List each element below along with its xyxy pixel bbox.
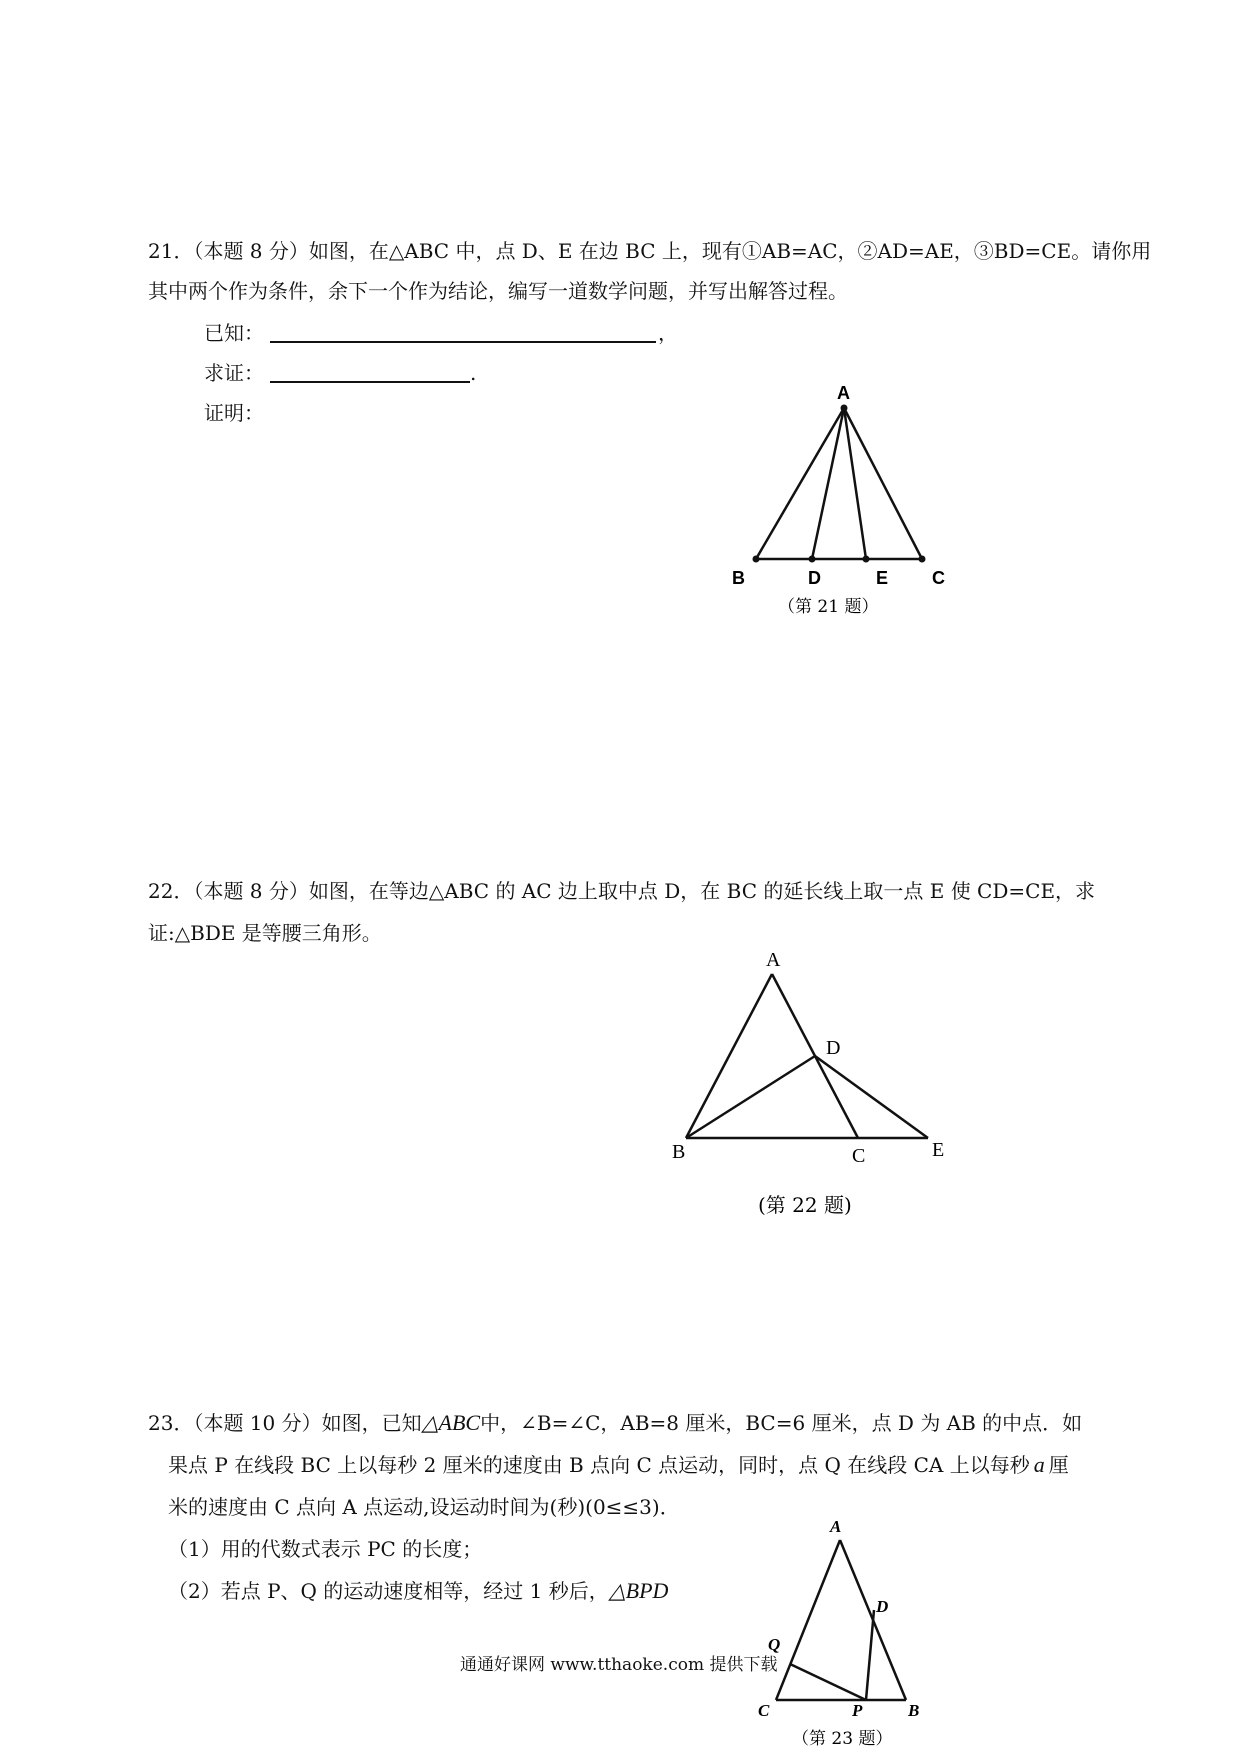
- q21-line2: 其中两个作为条件，余下一个作为结论，编写一道数学问题，并写出解答过程。: [148, 279, 848, 303]
- fig21-point-e: [863, 556, 870, 563]
- fig23-segment-qp: [790, 1664, 866, 1700]
- q23-line1-b: 中，∠B=∠C，AB=8 厘米，BC=6 厘米，点 D 为 AB 的中点．如: [480, 1411, 1083, 1435]
- fig23-label-d: D: [876, 1597, 889, 1616]
- fig23-label-b: B: [908, 1701, 920, 1720]
- fig23-caption: （第 23 题）: [792, 1729, 893, 1749]
- fig23-label-c: C: [758, 1701, 770, 1720]
- fig21-label-d: D: [808, 568, 821, 588]
- fig21-label-a: A: [837, 383, 850, 403]
- q21-known-end: ，: [658, 321, 678, 345]
- q23-part2-a: （2）若点 P、Q 的运动速度相等，经过 1 秒后，: [168, 1579, 609, 1603]
- fig21-label-e: E: [876, 568, 889, 588]
- fig21-point-c: [919, 556, 926, 563]
- q21-line1: 21．（本题 8 分）如图，在△ABC 中，点 D、E 在边 BC 上，现有①AB=AC，②AD=AE，③BD=CE。请你用: [148, 239, 1152, 263]
- q21-known-label: 已知：: [204, 321, 264, 345]
- q22-line2: 证:△BDE 是等腰三角形。: [148, 921, 382, 945]
- fig22-label-d: D: [826, 1037, 841, 1059]
- q23-triangle-bpd: △BPD: [608, 1578, 669, 1603]
- fig23-segment-ac: [776, 1540, 840, 1700]
- fig22-caption: (第 22 题): [758, 1193, 852, 1217]
- fig23-label-q: Q: [768, 1635, 781, 1654]
- q23-line3: 米的速度由 C 点向 A 点运动,设运动时间为(秒)(0≤≤3)．: [168, 1495, 680, 1519]
- fig21-point-d: [809, 556, 816, 563]
- fig21-segment-ad: [812, 408, 844, 559]
- fig22-label-b: B: [672, 1141, 686, 1163]
- fig22-label-e: E: [932, 1139, 945, 1161]
- fig22-label-a: A: [766, 949, 781, 971]
- q21-proof-label: 证明：: [204, 401, 264, 425]
- fig22-segment-ab: [686, 974, 772, 1138]
- fig21-segment-ab: [756, 408, 844, 559]
- figure-23: [776, 1540, 906, 1700]
- fig23-segment-dp: [866, 1610, 874, 1700]
- fig21-caption: （第 21 题）: [778, 597, 879, 617]
- fig23-label-p: P: [852, 1701, 863, 1720]
- q23-part1: （1）用的代数式表示 PC 的长度；: [168, 1537, 483, 1561]
- fig23-label-a: A: [830, 1517, 842, 1536]
- figure-21: [756, 408, 922, 559]
- fig22-segment-bd: [686, 1056, 815, 1138]
- fig21-point-a: [841, 405, 848, 412]
- fig22-segment-de: [815, 1056, 928, 1138]
- fig21-label-b: B: [732, 568, 745, 588]
- q23-line2-b: 厘: [1048, 1453, 1069, 1477]
- q22-line1: 22．（本题 8 分）如图，在等边△ABC 的 AC 边上取中点 D，在 BC 的延长线上取一点 E 使 CD=CE，求: [148, 879, 1096, 903]
- q23-line2-a: 果点 P 在线段 BC 上以每秒 2 厘米的速度由 B 点向 C 点运动，同时，点 Q 在线段 CA 上以每秒: [168, 1453, 1030, 1477]
- q21-prove-end: .: [470, 361, 477, 385]
- fig22-label-c: C: [852, 1145, 866, 1167]
- figure-22: [686, 974, 928, 1138]
- q23-triangle-abc: △ABC: [421, 1410, 481, 1435]
- fig21-label-c: C: [932, 568, 945, 588]
- q23-var-a: a: [1033, 1452, 1045, 1477]
- fig21-point-b: [753, 556, 760, 563]
- footer-source: 通通好课网 www.tthaoke.com 提供下载: [460, 1655, 778, 1675]
- q21-prove-label: 求证：: [204, 361, 264, 385]
- q23-line1-a: 23．（本题 10 分）如图，已知: [148, 1411, 422, 1435]
